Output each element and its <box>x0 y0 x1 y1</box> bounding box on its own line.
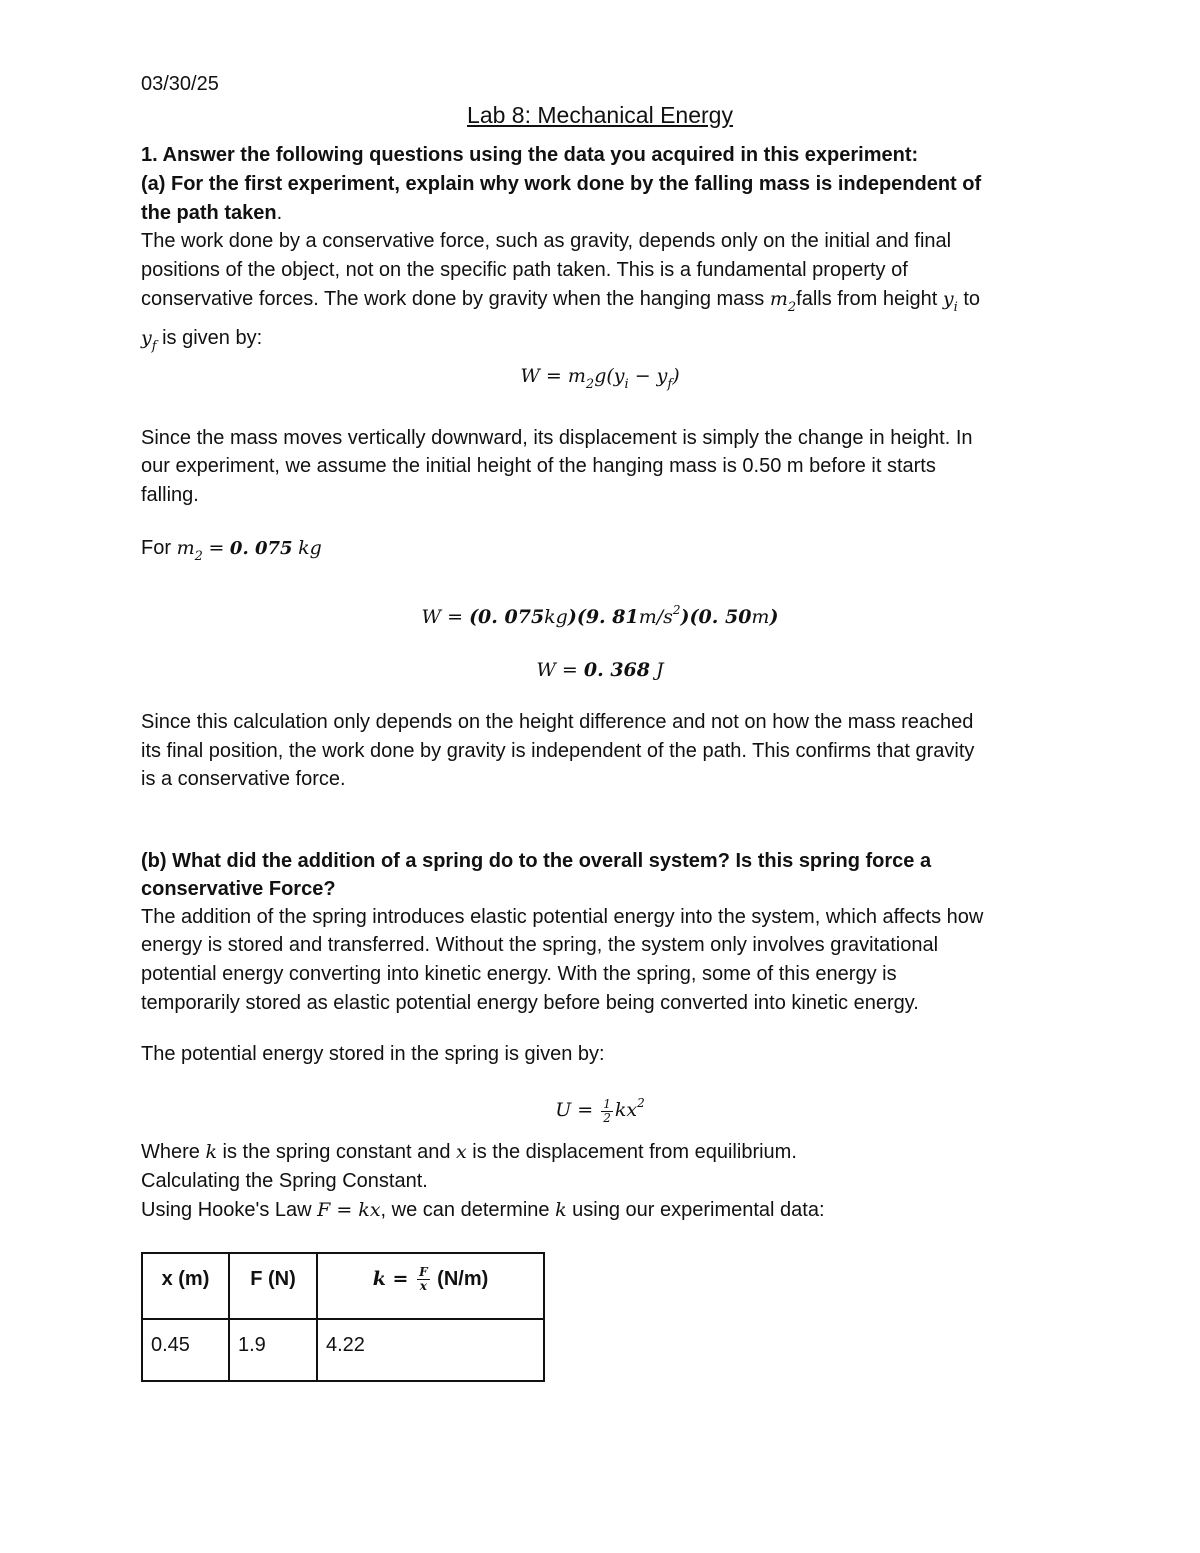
answer-a-line2: positions of the object, not on the specific path taken. This is a fundamental property of <box>141 259 908 281</box>
where-c: is the displacement from equilibrium. <box>466 1141 797 1163</box>
answer-a-p3-line1: Since this calculation only depends on the height difference and not on how the mass reached <box>141 711 974 733</box>
work-formula: $W = m_2g(y_i - y_f)$ <box>520 365 680 392</box>
question-b-prompt-line1: (b) What did the addition of a spring do to the overall system? Is this spring force a <box>141 850 932 872</box>
page-title: Lab 8: Mechanical Energy <box>467 102 733 128</box>
question-a-prompt-line1: (a) For the first experiment, explain why work done by the falling mass is independent of <box>141 173 982 195</box>
answer-a-line3: conservative forces. The work done by gravity when the hanging mass $m_2falls$ from height $y_i$ to <box>141 288 981 315</box>
spring-data-table <box>141 1252 545 1382</box>
hooke-c: using our experimental data: <box>566 1199 825 1221</box>
answer-a-line4-text: is given by: <box>156 327 263 349</box>
hooke-a: Using Hooke's Law <box>141 1199 318 1221</box>
question-a-prompt-line2: the path taken. <box>141 202 283 224</box>
table-cell-x: 0.45 <box>142 1319 229 1381</box>
table-header-k: k = $\frac{F}{x}$ (N/m) <box>317 1253 544 1319</box>
answer-b-line1: The addition of the spring introduces elastic potential energy into the system, which affects how <box>141 906 984 928</box>
calc-line: Calculating the Spring Constant. <box>141 1170 428 1192</box>
where-b: is the spring constant and <box>216 1141 457 1163</box>
table-cell-f: 1.9 <box>229 1319 317 1381</box>
hooke-line: Using Hooke's Law F = kx, we can determine k using our experimental data: <box>141 1199 825 1221</box>
work-substitution: W = (0. 075kg)(9. $81m/s^2)(0$. 50m) <box>421 603 779 628</box>
table-header-x: x (m) <box>142 1253 229 1319</box>
answer-a-line3-a: conservative forces. The work done by gravity when the hanging mass <box>141 288 770 310</box>
date: 03/30/25 <box>141 73 219 95</box>
table-cell-k: 4.22 <box>317 1319 544 1381</box>
question-1-prompt: 1. Answer the following questions using the data you acquired in this experiment: <box>141 144 919 166</box>
table-header-k-unit: (N/m) <box>437 1267 489 1290</box>
answer-b-p2: The potential energy stored in the spring is given by: <box>141 1043 605 1065</box>
table-header-f: F (N) <box>229 1253 317 1319</box>
question-b-prompt-line2: conservative Force? <box>141 878 336 900</box>
answer-a-line1: The work done by a conservative force, such as gravity, depends only on the initial and final <box>141 230 952 252</box>
spring-energy-formula: U = $\frac{1}{2}$ $kx^2$ <box>555 1096 645 1125</box>
answer-a-p2-line1: Since the mass moves vertically downward, its displacement is simply the change in height. In <box>141 427 973 449</box>
where-line: Where k is the spring constant and x is the displacement from equilibrium. <box>141 1141 797 1163</box>
work-result: W = 0. 368 J <box>536 659 664 681</box>
answer-b-line2: energy is stored and transferred. Without the spring, the system only involves gravitational <box>141 934 939 956</box>
m2-value: 0. 075 <box>229 538 293 559</box>
mass-value-line: For $m_2 = 0$. 075 kg <box>141 537 322 564</box>
answer-a-line4: $y_f$ is given by: <box>141 327 263 354</box>
answer-a-line3-c: to <box>957 288 981 310</box>
answer-a-line3-b: falls from height <box>796 288 943 310</box>
where-a: Where <box>141 1141 206 1163</box>
answer-a-p3-line3: is a conservative force. <box>141 768 346 790</box>
answer-b-line4: temporarily stored as elastic potential energy before being converted into kinetic energy. <box>141 992 919 1014</box>
question-a-prompt-line2-text: the path taken <box>141 202 277 224</box>
answer-a-p3-line2: its final position, the work done by gravity is independent of the path. This confirms that gravity <box>141 740 975 762</box>
answer-a-p2-line3: falling. <box>141 484 199 506</box>
table-header-row <box>142 1253 544 1319</box>
table-row <box>142 1319 544 1381</box>
answer-b-line3: potential energy converting into kinetic energy. With the spring, some of this energy is <box>141 963 897 985</box>
hooke-b: , we can determine <box>380 1199 556 1221</box>
for-label: For <box>141 537 177 559</box>
answer-a-p2-line2: our experiment, we assume the initial height of the hanging mass is 0.50 m before it starts <box>141 455 936 477</box>
